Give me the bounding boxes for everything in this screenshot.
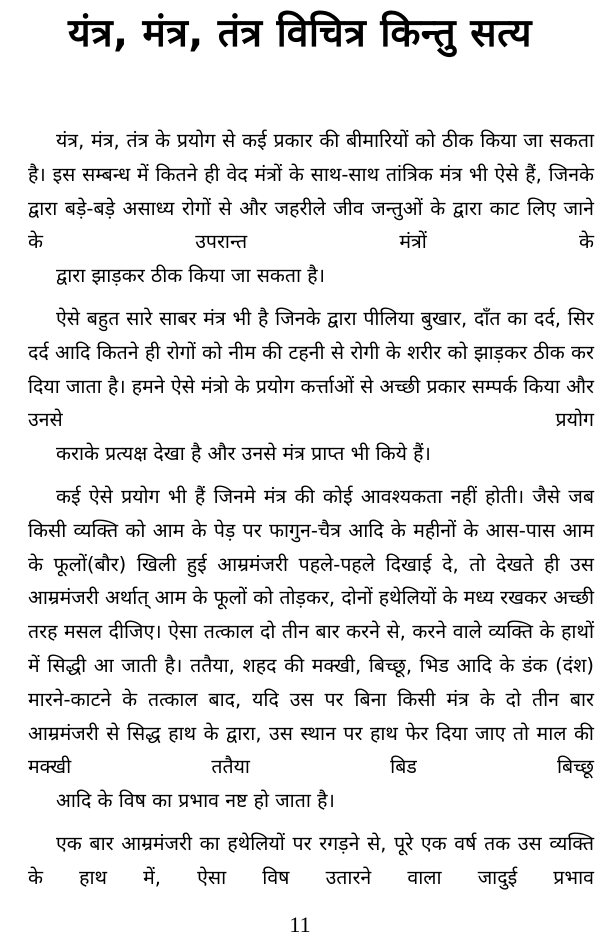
- body-text: [28, 124, 594, 904]
- page-number: 11: [289, 912, 311, 937]
- paragraph-3-last-line: आदि के विष का प्रभाव नष्ट हो जाता है।: [56, 789, 335, 813]
- paragraph-2-last-line: कराके प्रत्यक्ष देखा है और उनसे मंत्र प्राप्त भी किये हैं।: [56, 442, 431, 466]
- paragraph-4: [28, 827, 594, 895]
- paragraph-2: [28, 302, 594, 471]
- paragraph-1-text: यंत्र, मंत्र, तंत्र के प्रयोग से कई प्रकार की बीमारियों को ठीक किया जा सकता है। इस सम्बन्ध में कितने ही वेद मंत्रों के साथ-साथ तांत्रिक मंत्र भी ऐसे हैं, जिनके द्वारा बड़े-बड़े असाध्य रोगों से और जहरीले जीव जन्तुओं के द्वारा काट लिए जाने के उपरान्त मंत्रों के: [28, 129, 594, 254]
- page-title: यंत्र, मंत्र, तंत्र विचित्र किन्तु सत्य: [67, 11, 533, 56]
- paragraph-1: [28, 124, 594, 293]
- paragraph-3: [28, 480, 594, 818]
- paragraph-4-text: एक बार आम्रमंजरी का हथेलियों पर रगड़ने से, पूरे एक वर्ष तक उस व्यक्ति के हाथ में, ऐसा विष उतारने वाला जादुई प्रभाव: [28, 831, 594, 889]
- paragraph-1-last-line: द्वारा झाड़कर ठीक किया जा सकता है।: [56, 264, 325, 288]
- paragraph-3-text: कई ऐसे प्रयोग भी हैं जिनमे मंत्र की कोई आवश्यकता नहीं होती। जैसे जब किसी व्यक्ति को आम के पेड़ पर फागुन-चैत्र आदि के महीनों के आस-पास आम के फूलों(बौर) खिली हुई आम्रमंजरी पहले-पहले दिखाई दे, तो देखते ही उस आम्रमंजरी अर्थात् आम के फूलों को तोड़कर, दोनों हथेलियों के मध्य रखकर अच्छी तरह मसल दीजिए। ऐसा तत्काल दो तीन बार करने से, करने वाले व्यक्ति के हाथों में सिद्धी आ जाती है। ततैया, शहद की मक्खी, बिच्छू, भिड आदि के डंक (दंश) मारने-काटने के तत्काल बाद, यदि उस पर बिना किसी मंत्र के दो तीन बार आम्रमंजरी से सिद्ध हाथ के द्वारा, उस स्थान पर हाथ फेर दिया जाए तो माल की मक्खी ततैया बिड बिच्छू: [28, 484, 594, 779]
- paragraph-2-text: ऐसे बहुत सारे साबर मंत्र भी है जिनके द्वारा पीलिया बुखार, दाँत का दर्द, सिर दर्द आदि कितने ही रोगों को नीम की टहनी से रोगी के शरीर को झाड़कर ठीक कर दिया जाता है। हमने ऐसे मंत्रो के प्रयोग कर्त्ताओं से अच्छी प्रकार सम्पर्क किया और उनसे प्रयोग: [28, 306, 594, 432]
